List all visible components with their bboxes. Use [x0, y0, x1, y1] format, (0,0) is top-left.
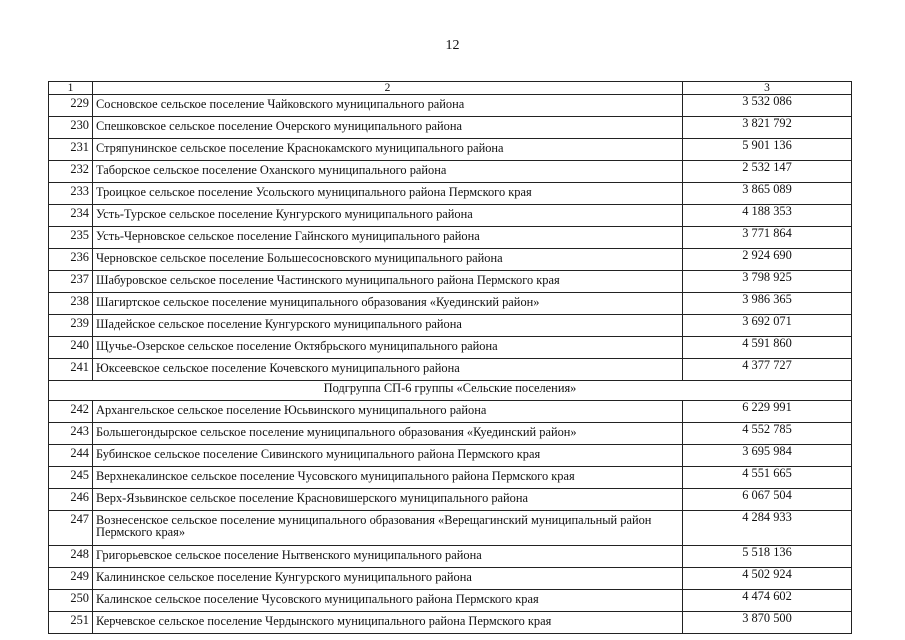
settlement-name: Шагиртское сельское поселение муниципального образования «Куединский район» [93, 293, 683, 315]
table-row [49, 337, 852, 359]
table-row [49, 117, 852, 139]
row-number: 238 [49, 293, 93, 315]
settlement-name: Стряпунинское сельское поселение Краснокамского муниципального района [93, 139, 683, 161]
settlement-name: Усть-Черновское сельское поселение Гайнского муниципального района [93, 227, 683, 249]
amount-value: 2 532 147 [683, 161, 852, 183]
amount-value: 3 798 925 [683, 271, 852, 293]
row-number: 234 [49, 205, 93, 227]
settlement-name: Верхнекалинское сельское поселение Чусовского муниципального района Пермского края [93, 467, 683, 489]
row-number: 243 [49, 423, 93, 445]
table-row [49, 183, 852, 205]
settlements-table [48, 81, 852, 634]
amount-value: 3 865 089 [683, 183, 852, 205]
table-row [49, 315, 852, 337]
table-row [49, 423, 852, 445]
row-number: 229 [49, 95, 93, 117]
amount-value: 4 591 860 [683, 337, 852, 359]
row-number: 236 [49, 249, 93, 271]
amount-value: 3 821 792 [683, 117, 852, 139]
row-number: 231 [49, 139, 93, 161]
amount-value: 4 188 353 [683, 205, 852, 227]
row-number: 240 [49, 337, 93, 359]
amount-value: 6 067 504 [683, 489, 852, 511]
table-row [49, 161, 852, 183]
settlement-name: Юксеевское сельское поселение Кочевского муниципального района [93, 359, 683, 381]
settlement-name: Спешковское сельское поселение Очерского муниципального района [93, 117, 683, 139]
row-number: 242 [49, 401, 93, 423]
table-row [49, 590, 852, 612]
row-number: 232 [49, 161, 93, 183]
settlement-name: Усть-Турское сельское поселение Кунгурского муниципального района [93, 205, 683, 227]
amount-value: 5 518 136 [683, 546, 852, 568]
subgroup-row [49, 381, 852, 401]
table-header-row [49, 82, 852, 95]
settlement-name: Сосновское сельское поселение Чайковского муниципального района [93, 95, 683, 117]
amount-value: 4 551 665 [683, 467, 852, 489]
row-number: 251 [49, 612, 93, 634]
table-row [49, 139, 852, 161]
row-number: 230 [49, 117, 93, 139]
row-number: 233 [49, 183, 93, 205]
table-row [49, 511, 852, 546]
settlement-name: Архангельское сельское поселение Юсьвинского муниципального района [93, 401, 683, 423]
table-row [49, 612, 852, 634]
row-number: 247 [49, 511, 93, 546]
amount-value: 6 229 991 [683, 401, 852, 423]
row-number: 237 [49, 271, 93, 293]
settlement-name: Калининское сельское поселение Кунгурского муниципального района [93, 568, 683, 590]
settlement-name: Троицкое сельское поселение Усольского муниципального района Пермского края [93, 183, 683, 205]
table-row [49, 467, 852, 489]
table-row [49, 568, 852, 590]
row-number: 248 [49, 546, 93, 568]
amount-value: 2 924 690 [683, 249, 852, 271]
column-header-name: 2 [93, 82, 683, 95]
row-number: 241 [49, 359, 93, 381]
settlement-name: Верх-Язьвинское сельское поселение Красновишерского муниципального района [93, 489, 683, 511]
settlement-name: Бубинское сельское поселение Сивинского муниципального района Пермского края [93, 445, 683, 467]
amount-value: 3 870 500 [683, 612, 852, 634]
settlement-name: Таборское сельское поселение Оханского муниципального района [93, 161, 683, 183]
amount-value: 3 532 086 [683, 95, 852, 117]
table-body [49, 82, 852, 634]
settlement-name: Григорьевское сельское поселение Нытвенского муниципального района [93, 546, 683, 568]
amount-value: 4 502 924 [683, 568, 852, 590]
table-row [49, 95, 852, 117]
table-row [49, 293, 852, 315]
amount-value: 3 695 984 [683, 445, 852, 467]
row-number: 245 [49, 467, 93, 489]
table-row [49, 227, 852, 249]
amount-value: 5 901 136 [683, 139, 852, 161]
subgroup-title: Подгруппа СП-6 группы «Сельские поселения» [49, 381, 852, 401]
column-header-amount: 3 [683, 82, 852, 95]
amount-value: 3 986 365 [683, 293, 852, 315]
table-row [49, 401, 852, 423]
amount-value: 3 692 071 [683, 315, 852, 337]
row-number: 250 [49, 590, 93, 612]
amount-value: 4 377 727 [683, 359, 852, 381]
table-row [49, 359, 852, 381]
row-number: 239 [49, 315, 93, 337]
page-number: 12 [445, 38, 460, 53]
table-row [49, 445, 852, 467]
row-number: 235 [49, 227, 93, 249]
amount-value: 3 771 864 [683, 227, 852, 249]
table-row [49, 249, 852, 271]
settlement-name: Шабуровское сельское поселение Частинского муниципального района Пермского края [93, 271, 683, 293]
settlement-name: Шадейское сельское поселение Кунгурского муниципального района [93, 315, 683, 337]
table-row [49, 489, 852, 511]
settlement-name: Вознесенское сельское поселение муниципального образования «Верещагинский муниципальный район Пермского края» [93, 511, 683, 546]
amount-value: 4 474 602 [683, 590, 852, 612]
amount-value: 4 552 785 [683, 423, 852, 445]
row-number: 244 [49, 445, 93, 467]
row-number: 249 [49, 568, 93, 590]
row-number: 246 [49, 489, 93, 511]
settlement-name: Большегондырское сельское поселение муниципального образования «Куединский район» [93, 423, 683, 445]
settlement-name: Щучье-Озерское сельское поселение Октябрьского муниципального района [93, 337, 683, 359]
settlement-name: Керчевское сельское поселение Чердынского муниципального района Пермского края [93, 612, 683, 634]
table-row [49, 546, 852, 568]
amount-value: 4 284 933 [683, 511, 852, 546]
table-row [49, 205, 852, 227]
settlement-name: Черновское сельское поселение Большесосновского муниципального района [93, 249, 683, 271]
table-row [49, 271, 852, 293]
column-header-number: 1 [49, 82, 93, 95]
settlement-name: Калинское сельское поселение Чусовского муниципального района Пермского края [93, 590, 683, 612]
